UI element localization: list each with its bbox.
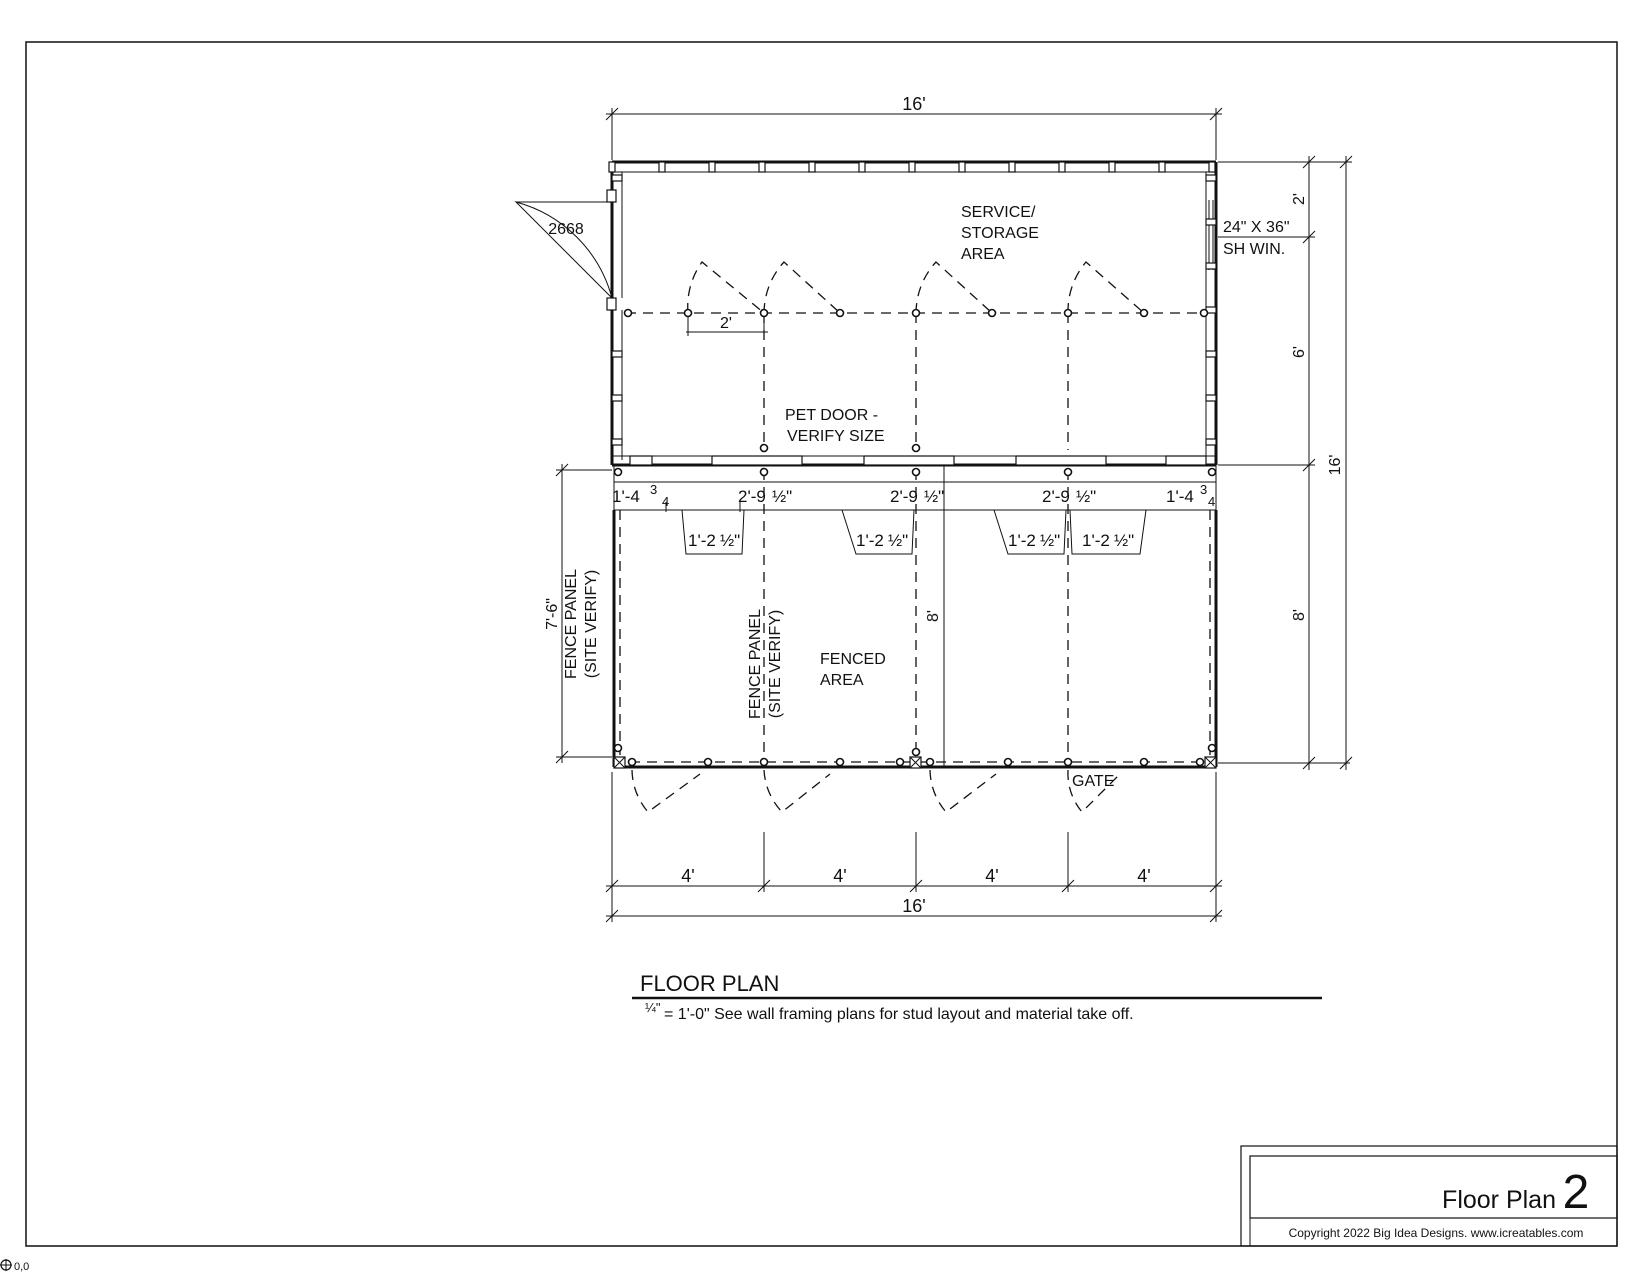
stud — [809, 162, 815, 172]
dim-right-8: 8' — [1291, 609, 1308, 621]
fenced-area-outline — [614, 465, 1216, 767]
mid-fence-panel-note — [747, 609, 784, 719]
pet-door-line-2: VERIFY SIZE — [787, 428, 885, 445]
dim-right-2: 2' — [1291, 193, 1308, 205]
fence-panel-left-line-2: (SITE VERIFY) — [583, 569, 600, 679]
fraction-3-4-a-denom: 4 — [662, 494, 670, 509]
opening-dim-2: 1'-2 — [856, 531, 884, 550]
floor-plan-caption — [632, 971, 1322, 1023]
panel-dim-3: 2'-9 — [890, 487, 918, 506]
entry-door — [516, 190, 616, 310]
opening-fraction-3: ½" — [1040, 531, 1061, 550]
scale-note: = 1'-0" See wall framing plans for stud layout and material take off. — [664, 1006, 1134, 1023]
mid-8ft-dimension — [925, 610, 942, 622]
bay-dim-4: 4' — [1137, 866, 1151, 886]
opening-dimension-row — [682, 510, 1146, 554]
fraction-1-2-b: ½" — [924, 487, 945, 506]
opening-fraction-1: ½" — [720, 531, 741, 550]
pet-door-line-1: PET DOOR - — [785, 407, 879, 424]
stud — [1206, 439, 1216, 445]
stud — [1206, 219, 1216, 225]
opening-dim-4: 1'-2 — [1082, 531, 1110, 550]
dim-right-16: 16' — [1327, 454, 1344, 476]
bay-dim-2: 4' — [833, 866, 847, 886]
origin-marker — [0, 1259, 29, 1273]
room-label-line-1: SERVICE/ — [961, 204, 1036, 221]
stud — [612, 175, 622, 181]
sheet-border — [26, 42, 1617, 1246]
room-label-line-3: AREA — [961, 246, 1005, 263]
dim-7-6: 7'-6" — [544, 598, 561, 630]
stud — [1206, 175, 1216, 181]
pet-door-label — [785, 407, 885, 445]
opening-fraction-4: ½" — [1114, 531, 1135, 550]
fraction-1-2-a: ½" — [772, 487, 793, 506]
stud — [612, 351, 622, 357]
stud — [1109, 162, 1115, 172]
title-block-name: Floor Plan — [1442, 1186, 1556, 1214]
opening-dim-1: 1'-2 — [688, 531, 716, 550]
dim-right-6: 6' — [1291, 346, 1308, 358]
panel-dim-1: 1'-4 — [612, 487, 640, 506]
stud — [959, 162, 965, 172]
dim-bottom-16: 16' — [902, 896, 926, 916]
fraction-3-4-b: 3 — [1200, 482, 1208, 497]
panel-dim-2: 2'-9 — [738, 487, 766, 506]
panel-dim-4: 2'-9 — [1042, 487, 1070, 506]
window-size: 24" X 36" — [1223, 219, 1290, 236]
room-label-line-2: STORAGE — [961, 225, 1039, 242]
title-block — [1241, 1146, 1617, 1246]
left-fence-panel-note — [544, 464, 612, 763]
stud — [859, 162, 865, 172]
lower-posts — [615, 469, 1216, 766]
title-block-number: 2 — [1562, 1166, 1590, 1219]
origin-label: 0,0 — [14, 1261, 30, 1273]
floor-plan-heading: FLOOR PLAN — [640, 971, 780, 996]
stud — [1206, 263, 1216, 269]
bay-dim-1: 4' — [681, 866, 695, 886]
window-tag — [1218, 219, 1305, 258]
stud — [1206, 351, 1216, 357]
stud — [709, 162, 715, 172]
fraction-1-2-c: ½" — [1076, 487, 1097, 506]
stud — [612, 439, 622, 445]
stud — [759, 162, 765, 172]
stud — [1209, 162, 1215, 172]
dim-top-16: 16' — [902, 94, 926, 114]
stud — [1159, 162, 1165, 172]
service-storage-label — [961, 204, 1039, 263]
stud — [612, 395, 622, 401]
dimension-top-overall — [606, 94, 1222, 160]
upper-kennel-layout — [626, 262, 1204, 450]
stud — [659, 162, 665, 172]
panel-dimension-row — [612, 482, 1216, 512]
fraction-3-4-b-denom: 4 — [1208, 494, 1216, 509]
gate-label: GATE — [1072, 773, 1115, 790]
fenced-label-line-1: FENCED — [820, 651, 886, 668]
stud — [1206, 395, 1216, 401]
opening-fraction-2: ½" — [888, 531, 909, 550]
opening-dim-3: 1'-2 — [1008, 531, 1036, 550]
fenced-area-label — [820, 651, 886, 689]
copyright-text: Copyright 2022 Big Idea Designs. www.icreatables.com — [1288, 1226, 1584, 1240]
dimension-bottom-overall — [606, 896, 1222, 922]
gate-swings — [632, 770, 1120, 812]
bay-dim-3: 4' — [985, 866, 999, 886]
panel-dim-5: 1'-4 — [1166, 487, 1194, 506]
scale-fraction: ¼" — [645, 1000, 661, 1015]
fence-panel-left-line-1: FENCE PANEL — [563, 569, 580, 679]
stud — [1009, 162, 1015, 172]
window-type: SH WIN. — [1223, 241, 1286, 258]
stud — [909, 162, 915, 172]
door-tag: 2668 — [548, 221, 584, 238]
fence-panel-mid-line-1: FENCE PANEL — [747, 609, 764, 719]
dim-mid-8: 8' — [925, 610, 942, 622]
fraction-3-4-a: 3 — [650, 482, 658, 497]
fenced-label-line-2: AREA — [820, 672, 864, 689]
stud — [1059, 162, 1065, 172]
stud — [609, 162, 615, 172]
dim-2ft-gap: 2' — [720, 315, 732, 332]
fence-panel-mid-line-2: (SITE VERIFY) — [767, 609, 784, 719]
